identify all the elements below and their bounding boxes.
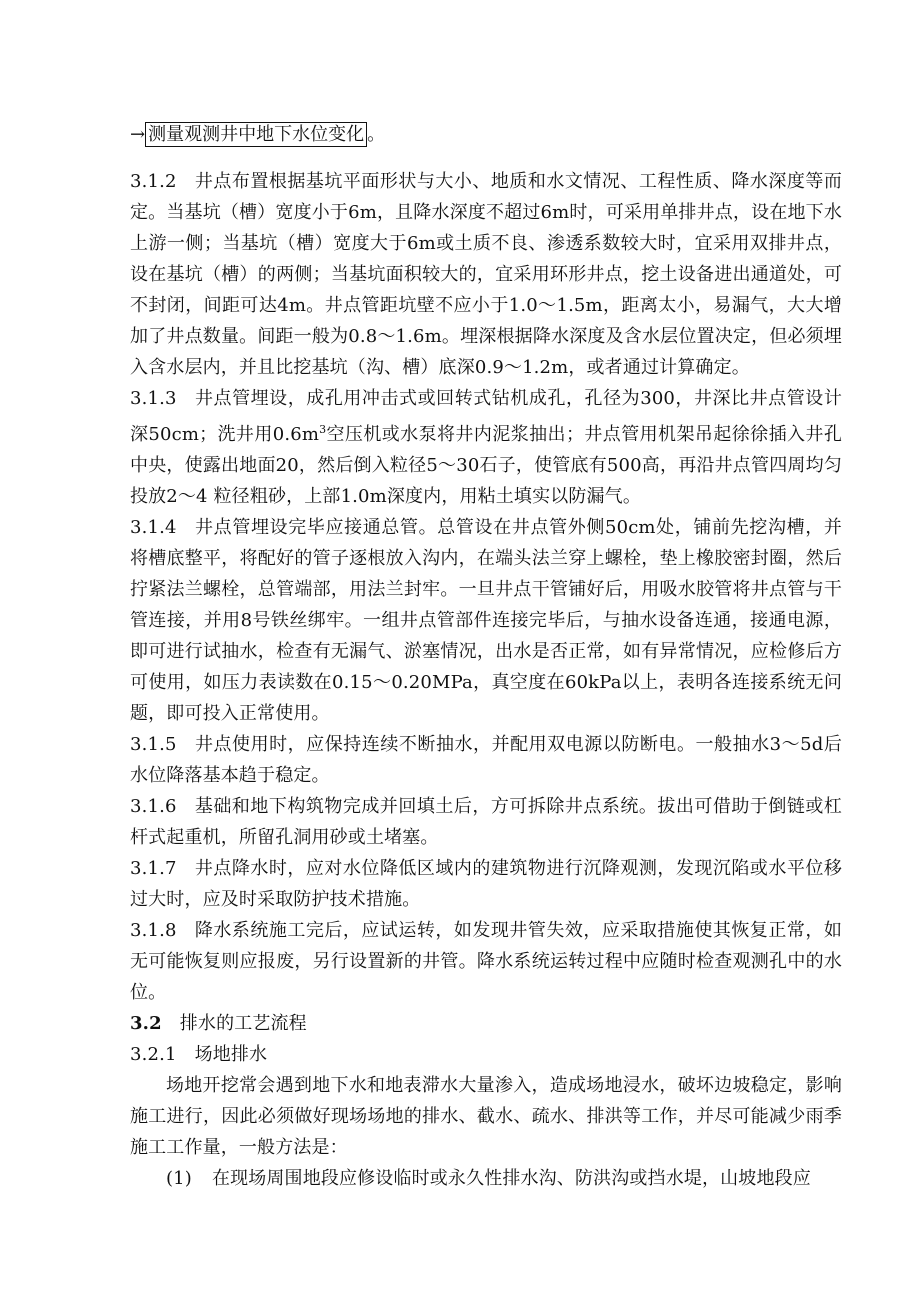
section-3-1-2 [130, 166, 842, 383]
section-text: 井点布置根据基坑平面形状与大小、地质和水文情况、工程性质、降水深度等而定。当基坑（槽）宽度小于6m，且降水深度不超过6m时，可采用单排井点，设在地下水上游一侧；当基坑（槽）宽度大于6m或土质不良、渗透系数较大时，宜采用双排井点，设在基坑（槽）的两侧；当基坑面积较大的，宜采用环形井点，挖土设备进出通道处，可不封闭，间距可达4m。井点管距坑壁不应小于1.0～1.5m，距离太小，易漏气，大大增加了井点数量。间距一般为0.8～1.6m。埋深根据降水深度及含水层位置决定，但必须埋入含水层内，并且比挖基坑（沟、槽）底深0.9～1.2m，或者通过计算确定。 [130, 171, 842, 378]
section-text-part-b: 空压机或水泵将井内泥浆抽出；井点管用机架吊起徐徐插入井孔中央，使露出地面20，然后倒入粒径5～30石子，使管底有500高，再沿井点管四周均匀投放2～4 粒径粗砂，上部1.0m深度内，用粘土填实以防漏气。 [130, 424, 842, 507]
section-number: 3.1.5 [130, 734, 177, 755]
section-3-1-3 [130, 383, 842, 512]
flow-box-measure-water-level: 测量观测井中地下水位变化 [145, 122, 367, 147]
section-text: 降水系统施工完后，应试运转，如发现井管失效，应采取措施使其恢复正常，如无可能恢复则应报废，另行设置新的井管。降水系统运转过程中应随时检查观测孔中的水位。 [130, 920, 842, 1003]
section-number: 3.1.8 [130, 920, 177, 941]
section-number: 3.1.7 [130, 858, 177, 879]
section-3-1-4 [130, 512, 842, 729]
heading-text: 排水的工艺流程 [179, 1013, 307, 1034]
intro-paragraph: 场地开挖常会遇到地下水和地表滞水大量渗入，造成场地浸水，破坏边坡稳定，影响施工进行，因此必须做好现场场地的排水、截水、疏水、排洪等工作，并尽可能减少雨季施工工作量，一般方法是： [130, 1075, 842, 1158]
section-number: 3.1.3 [130, 388, 177, 409]
list-item-text: 在现场周围地段应修设临时或永久性排水沟、防洪沟或挡水堤，山坡地段应 [211, 1168, 811, 1189]
list-item [130, 1163, 842, 1194]
flow-arrow-icon: → [130, 124, 146, 145]
flow-step [130, 121, 385, 149]
superscript-3: 3 [319, 423, 327, 436]
section-number: 3.1.4 [130, 517, 177, 538]
heading-text: 场地排水 [194, 1044, 268, 1065]
list-item-label: (1) [166, 1168, 192, 1189]
section-text: 基础和地下构筑物完成并回填土后，方可拆除井点系统。拔出可借助于倒链或杠杆式起重机，所留孔洞用砂或土堵塞。 [130, 796, 842, 848]
section-3-1-8 [130, 915, 842, 1008]
heading-number: 3.2.1 [130, 1044, 177, 1065]
section-3-1-5 [130, 729, 842, 791]
section-number: 3.1.6 [130, 796, 177, 817]
section-text-part-a: 井点管埋设，成孔用冲击式或回转式钻机成孔，孔径为300，井深比井点管设计深50cm；洗井用0.6m [130, 388, 842, 445]
section-text: 井点使用时，应保持连续不断抽水，并配用双电源以防断电。一般抽水3～5d后水位降落基本趋于稳定。 [130, 734, 842, 786]
section-3-1-6 [130, 791, 842, 853]
heading-number: 3.2 [130, 1013, 162, 1034]
heading-3-2-1 [130, 1039, 842, 1070]
section-3-1-7 [130, 853, 842, 915]
section-text: 井点管埋设完毕应接通总管。总管设在井点管外侧50cm处，铺前先挖沟槽，并将槽底整平，将配好的管子逐根放入沟内，在端头法兰穿上螺栓，垫上橡胶密封圈，然后拧紧法兰螺栓，总管端部，用法兰封牢。一旦井点干管铺好后，用吸水胶管将井点管与干管连接，并用8号铁丝绑牢。一组井点管部件连接完毕后，与抽水设备连通，接通电源，即可进行试抽水，检查有无漏气、淤塞情况，出水是否正常，如有异常情况，应检修后方可使用，如压力表读数在0.15～0.20MPa，真空度在60kPa以上，表明各连接系统无问题，即可投入正常使用。 [130, 517, 842, 724]
section-number: 3.1.2 [130, 171, 177, 192]
section-text: 井点降水时，应对水位降低区域内的建筑物进行沉降观测，发现沉陷或水平位移过大时，应及时采取防护技术措施。 [130, 858, 842, 910]
flow-tail: 。 [367, 124, 386, 145]
document-body [130, 166, 842, 1194]
heading-3-2 [130, 1008, 842, 1039]
